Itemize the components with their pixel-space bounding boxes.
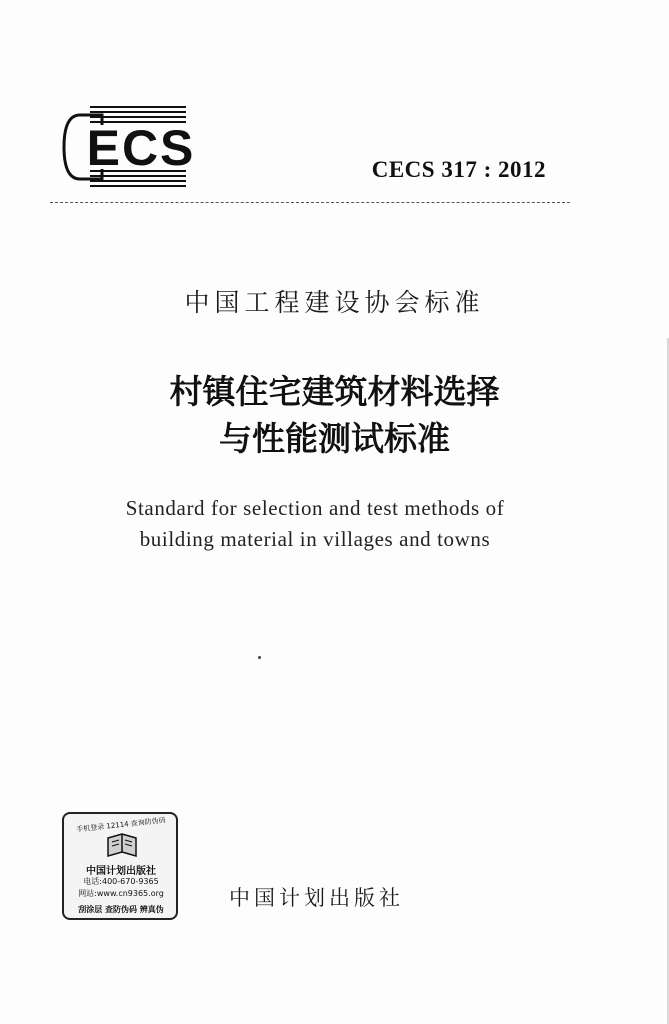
stamp-instruction: 刮涂层 查防伪码 辨真伪: [78, 905, 164, 914]
standard-code: CECS 317 : 2012: [371, 157, 546, 182]
ecs-logo-text: ECS: [86, 120, 196, 176]
title-english: [0, 493, 630, 555]
title-english-line-1: Standard for selection and test methods of: [125, 496, 505, 520]
stamp-website: 网站:www.cn9365.org: [78, 889, 164, 898]
anti-counterfeit-stamp: [62, 812, 178, 920]
stamp-phone: 电话:400-670-9365: [83, 877, 159, 886]
association-name: 中国工程建设协会标准: [184, 288, 485, 317]
stamp-publisher: 中国计划出版社: [86, 866, 156, 877]
title-chinese-line-1: 村镇住宅建筑材料选择: [169, 372, 500, 411]
publisher-name: 中国计划出版社: [229, 886, 404, 910]
book-stamp-icon: [104, 832, 140, 860]
title-english-line-2: building material in villages and towns: [139, 527, 491, 551]
speck-mark: [258, 656, 261, 659]
header-divider: [50, 202, 570, 203]
title-chinese-line-2: 与性能测试标准: [219, 419, 450, 458]
stamp-query-text: 手机登录 12114 查询防伪码: [75, 816, 167, 834]
title-chinese: [0, 368, 669, 462]
